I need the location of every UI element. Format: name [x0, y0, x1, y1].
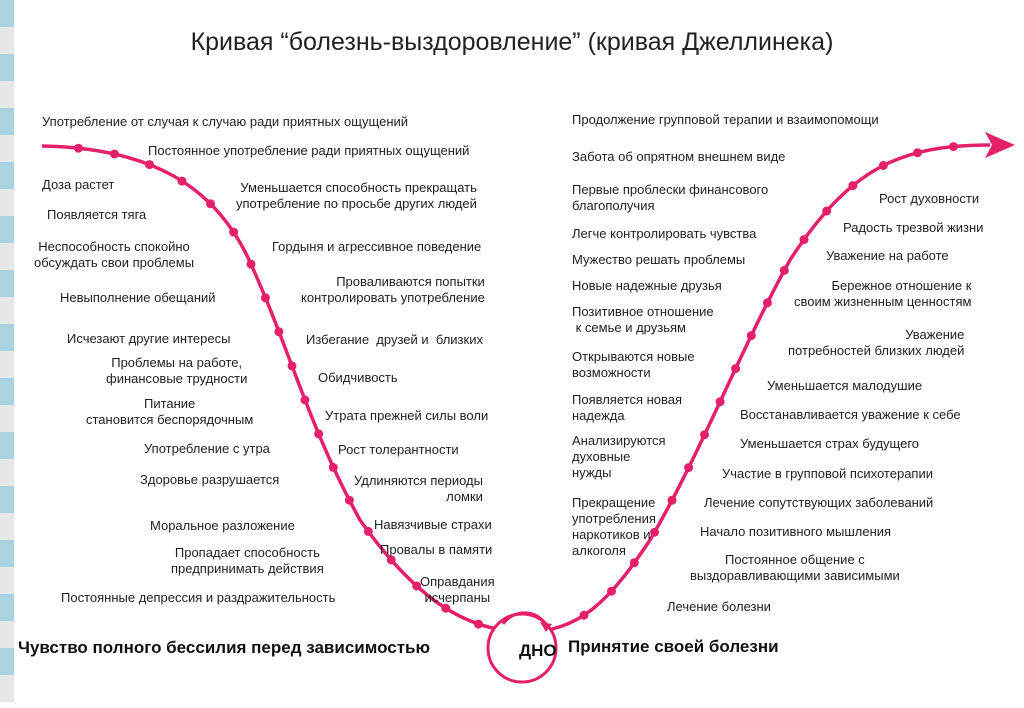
left-label: Питание становится беспорядочным: [86, 396, 254, 427]
left-label: Постоянное употребление ради приятных ощущений: [148, 143, 470, 158]
left-label: Здоровье разрушается: [140, 472, 280, 487]
left-label: Проваливаются попытки контролировать употребление: [301, 274, 485, 305]
left-label: Рост толерантности: [338, 442, 459, 457]
curve-dot: [780, 266, 789, 275]
curve-dot: [763, 298, 772, 307]
right-label: Лечение болезни: [667, 599, 771, 614]
curve-dot: [74, 144, 83, 153]
right-label: Прекращение употребления наркотиков и алкоголя: [572, 495, 656, 558]
curve-dot: [110, 150, 119, 159]
right-label: Анализируются духовные нужды: [572, 433, 666, 480]
curve-dot: [364, 527, 373, 536]
left-label: Обидчивость: [318, 370, 398, 385]
right-label: Радость трезвой жизни: [843, 220, 984, 235]
curve-dot: [301, 396, 310, 405]
right-label: Бережное отношение к своим жизненным ценностям: [794, 278, 972, 309]
right-label: Открываются новые возможности: [572, 349, 695, 380]
curve-dot: [229, 228, 238, 237]
left-label: Моральное разложение: [150, 518, 295, 533]
left-label: Пропадает способность предпринимать действия: [171, 545, 324, 576]
curve-dot: [314, 429, 323, 438]
curve-dot: [700, 430, 709, 439]
curve-dot: [580, 611, 589, 620]
curve-dot: [288, 361, 297, 370]
right-label: Уменьшается страх будущего: [740, 436, 920, 451]
right-label: Продолжение групповой терапии и взаимопомощи: [572, 112, 879, 127]
curve-dot: [848, 181, 857, 190]
curve-dot: [879, 161, 888, 170]
curve-dot: [261, 293, 270, 302]
curve-dot: [329, 463, 338, 472]
curve-dot: [247, 260, 256, 269]
right-label: Уменьшается малодушие: [767, 378, 923, 393]
right-label: Рост духовности: [879, 191, 980, 206]
curve-dot: [716, 397, 725, 406]
left-label: Появляется тяга: [47, 207, 147, 222]
curve-dot: [178, 177, 187, 186]
left-label: Неспособность спокойно обсуждать свои проблемы: [34, 239, 195, 270]
right-label: Появляется новая надежда: [572, 392, 683, 423]
left-label: Употребление от случая к случаю ради приятных ощущений: [42, 114, 409, 129]
curve-dot: [731, 364, 740, 373]
right-label: Легче контролировать чувства: [572, 226, 757, 241]
curve-dot: [822, 207, 831, 216]
left-label: Избегание друзей и близких: [306, 332, 483, 347]
right-label: Позитивное отношение к семье и друзьям: [572, 304, 714, 335]
curve-dot: [145, 160, 154, 169]
curve-dot: [474, 620, 483, 629]
right-label: Уважение потребностей близких людей: [788, 327, 965, 358]
left-label: Употребление с утра: [144, 441, 270, 456]
right-label: Забота об опрятном внешнем виде: [572, 149, 786, 164]
right-label: Участие в групповой психотерапии: [722, 466, 933, 481]
left-label: Постоянные депрессия и раздражительность: [61, 590, 336, 605]
bottom-label: ДНО: [519, 641, 557, 660]
curve-dot: [800, 235, 809, 244]
right-label: Первые проблески финансового благополучия: [572, 182, 769, 213]
right-label: Уважение на работе: [826, 248, 949, 263]
left-label: Утрата прежней силы воли: [325, 408, 489, 423]
right-label: Мужество решать проблемы: [572, 252, 746, 267]
curve-dot: [345, 496, 354, 505]
left-label: Исчезают другие интересы: [67, 331, 231, 346]
left-label: Провалы в памяти: [380, 542, 493, 557]
left-label: Удлиняются периоды ломки: [354, 473, 483, 504]
right-label: Лечение сопутствующих заболеваний: [704, 495, 934, 510]
left-label: Оправдания исчерпаны: [420, 574, 495, 605]
right-label: Постоянное общение с выздоравливающими зависимыми: [690, 552, 900, 583]
left-label: Доза растет: [42, 177, 115, 192]
curve-dot: [668, 496, 677, 505]
left-label: Невыполнение обещаний: [60, 290, 216, 305]
curve-dot: [607, 587, 616, 596]
curve-dot: [206, 199, 215, 208]
left-label: Навязчивые страхи: [374, 517, 492, 532]
left-label: Проблемы на работе, финансовые трудности: [106, 355, 248, 386]
curve-dot: [913, 148, 922, 157]
left-label: Уменьшается способность прекращать употребление по просьбе других людей: [236, 180, 477, 211]
curve-dot: [747, 331, 756, 340]
curve-dot: [684, 463, 693, 472]
diagram-title: Кривая “болезнь-выздоровление” (кривая Джеллинека): [190, 28, 834, 56]
curve-dot: [274, 327, 283, 336]
right-label: Новые надежные друзья: [572, 278, 722, 293]
right-label: Начало позитивного мышления: [700, 524, 892, 539]
bottom-left-caption: Чувство полного бессилия перед зависимостью: [18, 638, 430, 657]
bottom-right-caption: Принятие своей болезни: [568, 637, 779, 656]
curve-dot: [949, 142, 958, 151]
right-label: Восстанавливается уважение к себе: [740, 407, 961, 422]
left-label: Гордыня и агрессивное поведение: [272, 239, 482, 254]
curve-dot: [630, 558, 639, 567]
